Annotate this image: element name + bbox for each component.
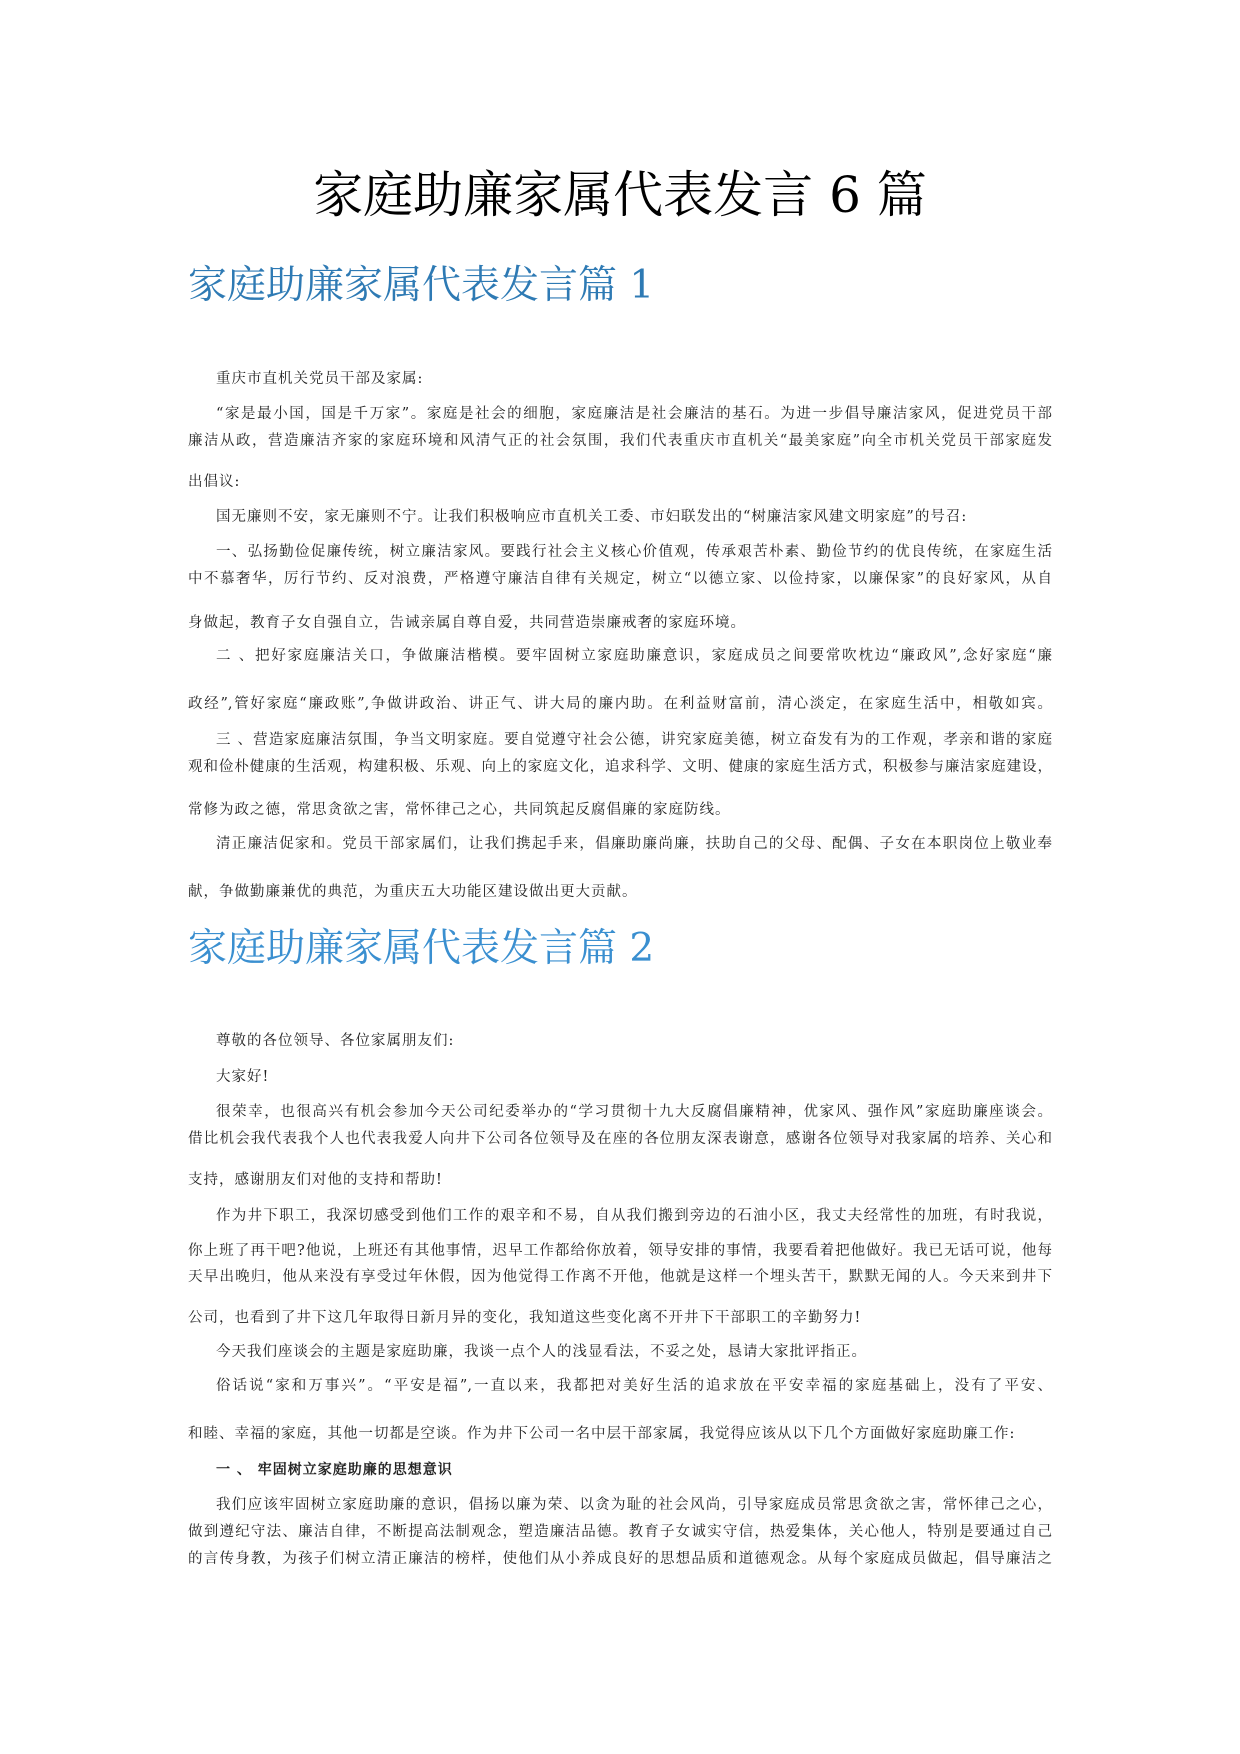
section2-heading: 家庭助廉家属代表发言篇 2 [188,926,655,971]
section1-line: 清正廉洁促家和。党员干部家属们，让我们携起手来，倡廉助廉尚廉，扶助自己的父母、配偶、子女在本职岗位上敬业奉 [216,836,1052,852]
section1-line: “家是最小国，国是千万家”。家庭是社会的细胞，家庭廉洁是社会廉洁的基石。为进一步倡导廉洁家风，促进党员干部 [216,406,1052,422]
section1-line: 三 、营造家庭廉洁氛围，争当文明家庭。要自觉遵守社会公德，讲究家庭美德，树立奋发有为的工作观，孝亲和谐的家庭 [216,732,1052,748]
section1-line: 国无廉则不安，家无廉则不宁。让我们积极响应市直机关工委、市妇联发出的“树廉洁家风建文明家庭”的号召: [216,509,968,525]
section1-line: 出倡议: [188,474,241,490]
section1-line: 献，争做勤廉兼优的典范，为重庆五大功能区建设做出更大贡献。 [188,884,638,900]
section2-line: 和睦、幸福的家庭，其他一切都是空谈。作为井下公司一名中层干部家属，我觉得应该从以下几个方面做好家庭助廉工作: [188,1426,1016,1442]
section1-line: 政经”,管好家庭“廉政账”,争做讲政治、讲正气、讲大局的廉内助。在利益财富前，清心淡定，在家庭生活中，相敬如宾。 [188,696,1052,712]
section1-heading: 家庭助廉家属代表发言篇 1 [188,263,655,308]
section1-line: 重庆市直机关党员干部及家属: [216,371,424,387]
section1-line: 廉洁从政，营造廉洁齐家的家庭环境和风清气正的社会氛围，我们代表重庆市直机关“最美家庭”向全市机关党员干部家庭发 [188,433,1052,449]
section1-line: 常修为政之德，常思贪欲之害，常怀律己之心，共同筑起反腐倡廉的家庭防线。 [188,802,731,818]
section2-subheading: 一 、 牢固树立家庭助廉的思想意识 [216,1462,453,1478]
section2-line: 支持，感谢朋友们对他的支持和帮助! [188,1172,443,1188]
section2-line: 很荣幸，也很高兴有机会参加今天公司纪委举办的“学习贯彻十九大反腐倡廉精神，优家风、强作风”家庭助廉座谈会。 [216,1104,1052,1120]
section2-line: 大家好! [216,1069,270,1085]
section1-line: 身做起，教育子女自强自立，告诫亲属自尊自爱，共同营造崇廉戒奢的家庭环境。 [188,615,746,631]
section2-line: 尊敬的各位领导、各位家属朋友们: [216,1033,455,1049]
section2-line: 俗话说“家和万事兴”。“平安是福”,一直以来，我都把对美好生活的追求放在平安幸福的家庭基础上，没有了平安、 [216,1378,1052,1394]
section1-line: 中不慕奢华，厉行节约、反对浪费，严格遵守廉洁自律有关规定，树立“以德立家、以俭持家，以廉保家”的良好家风，从自 [188,571,1052,587]
document-title: 家庭助廉家属代表发言 6 篇 [313,166,927,224]
section2-line: 天早出晚归，他从来没有享受过年休假，因为他觉得工作离不开他，他就是这样一个埋头苦干，默默无闻的人。今天来到井下 [188,1269,1052,1285]
section2-line: 作为井下职工，我深切感受到他们工作的艰辛和不易，自从我们搬到旁边的石油小区，我丈夫经常性的加班，有时我说， [216,1208,1052,1224]
section2-line: 今天我们座谈会的主题是家庭助廉，我谈一点个人的浅显看法，不妥之处，恳请大家批评指正。 [216,1344,867,1360]
section2-line: 做到遵纪守法、廉洁自律，不断提高法制观念，塑造廉洁品德。教育子女诚实守信，热爱集体，关心他人，特别是要通过自己 [188,1524,1052,1540]
section1-line: 一、弘扬勤俭促廉传统，树立廉洁家风。要践行社会主义核心价值观，传承艰苦朴素、勤俭节约的优良传统，在家庭生活 [216,544,1052,560]
section2-line: 你上班了再干吧?他说，上班还有其他事情，迟早工作都给你放着，领导安排的事情，我要看着把他做好。我已无话可说，他每 [188,1243,1052,1259]
section1-line: 观和俭朴健康的生活观，构建积极、乐观、向上的家庭文化，追求科学、文明、健康的家庭生活方式，积极参与廉洁家庭建设， [188,759,1052,775]
section1-line: 二 、把好家庭廉洁关口，争做廉洁楷模。要牢固树立家庭助廉意识，家庭成员之间要常吹枕边“廉政风”,念好家庭“廉 [216,648,1052,664]
section2-line: 借比机会我代表我个人也代表我爱人向井下公司各位领导及在座的各位朋友深表谢意，感谢各位领导对我家属的培养、关心和 [188,1131,1052,1147]
section2-line: 公司，也看到了井下这几年取得日新月异的变化，我知道这些变化离不开井下干部职工的辛勤努力! [188,1310,862,1326]
section2-line: 的言传身教，为孩子们树立清正廉洁的榜样，使他们从小养成良好的思想品质和道德观念。从每个家庭成员做起，倡导廉洁之 [188,1551,1052,1567]
section2-line: 我们应该牢固树立家庭助廉的意识，倡扬以廉为荣、以贪为耻的社会风尚，引导家庭成员常思贪欲之害，常怀律己之心， [216,1497,1052,1513]
